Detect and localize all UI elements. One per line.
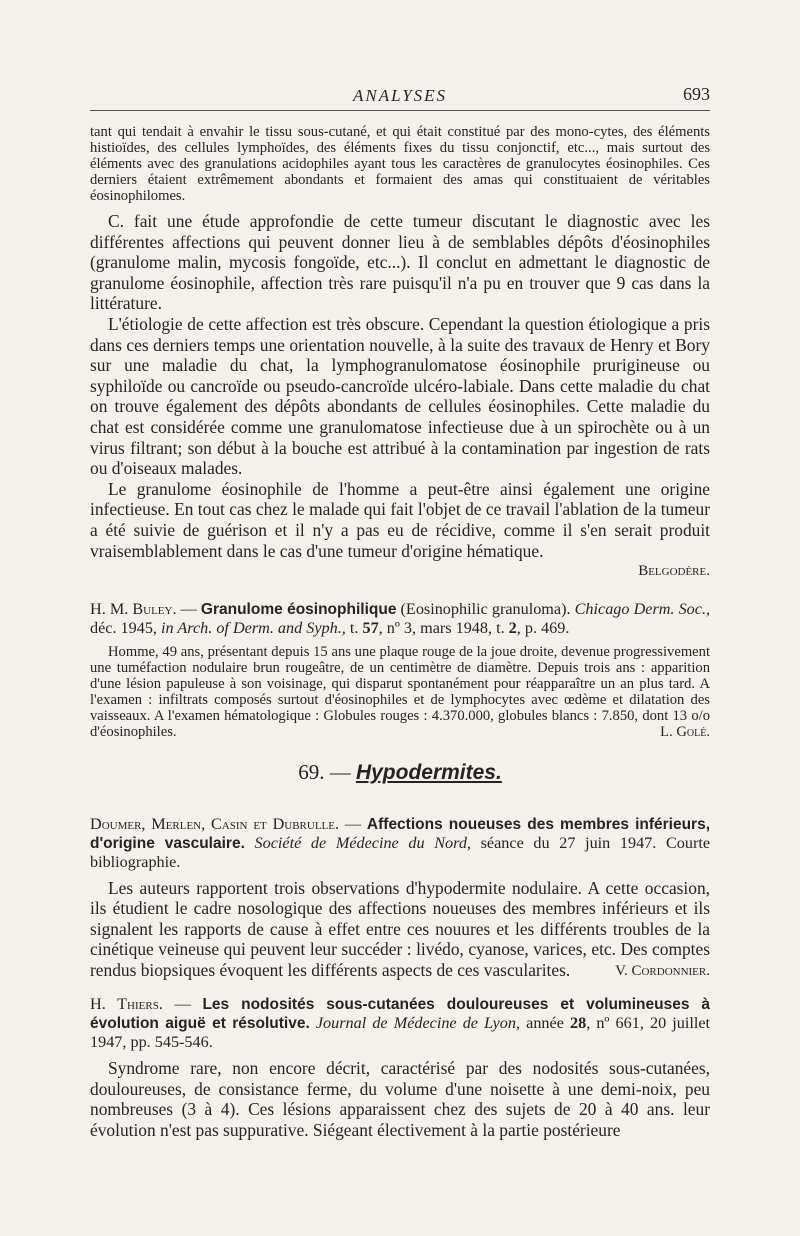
article2-ref-a: (Eosinophilic granuloma). [400, 599, 571, 618]
article3-authors: Doumer, Merlen, Casin et Dubrulle. [90, 814, 340, 833]
article2-author: H. M. Buley. [90, 599, 177, 618]
article1-paragraph-3: L'étiologie de cette affection est très obscure. Cependant la question étiologique a pris dans ces derniers temps une orientation nouvelle, à la suite des travaux de Henry et Bory sur une maladie du chat, la lymphogranulomatose éosinophile prurigineuse ou syphiloïde ou cancroïde ou pseudo-cancroïde ulcéro-labiale. Dans cette maladie du chat on trouve également des dépôts abondants de cellules éosinophiles. Cette maladie du chat est considérée comme une granulomatose infectieuse due à un spirochète ou à un virus filtrant; son début à la bouche est attribué à la contamination par ingestion de rats ou d'oiseaux malades. [90, 313, 710, 479]
article4-journal: Journal de Médecine de Lyon, [315, 1014, 521, 1033]
article2-ref-b: déc. 1945, [90, 618, 157, 637]
article2-volume-1: 57 [362, 618, 379, 637]
article2-volume-2: 2 [508, 618, 517, 637]
article2-reference [90, 600, 710, 638]
section-dash: — [329, 759, 351, 784]
running-title: ANALYSES [352, 86, 448, 105]
article2-ref-d: , nº 3, mars 1948, t. [378, 618, 505, 637]
article1-paragraph-1: tant qui tendait à envahir le tissu sous-cutané, et qui était constitué par des mono-cytes, des éléments histioïdes, des cellules lymphoïdes, des éléments fixes du tissu conjonctif, etc..., mais surtout des éléments avec des granulations acidophiles ayant tous les caractères de granulocytes éosinophiles. Ces derniers étaient extrêmement abondants et formaient des amas qui constituaient de véritables éosinophilomes. [90, 124, 710, 204]
section-title: Hypodermites. [355, 760, 502, 784]
article3-reference [90, 815, 710, 872]
article2-signature: L. Golé. [660, 723, 710, 740]
article1-signature: Belgodère. [638, 563, 710, 580]
article4-author: H. Thiers. [90, 995, 163, 1014]
article4-ref-a: année [526, 1014, 564, 1033]
article4-title: Les nodosités sous-cutanées douloureuses et volumineuses à évolution aiguë et résolutive. [90, 996, 711, 1033]
article2-journal: Chicago Derm. Soc., [574, 599, 711, 618]
article4-dash: — [174, 995, 191, 1014]
page-content [90, 124, 710, 1141]
article2-body: Homme, 49 ans, présentant depuis 15 ans une plaque rouge de la joue droite, devenue progressivement une tuméfaction nodulaire brun rougeâtre, de un centimètre de diamètre. Depuis trois ans : apparition d'une lésion papuleuse à son voisinage, qui disparut spontanément pour réapparaître un an plus tard. A l'examen : infiltrats composés surtout d'éosinophiles et de lymphocytes avec œdème et dilatation des vaisseaux. A l'examen hématologique : Globules rouges : 4.370.000, globules blancs : 7.850, dont 13 o/o d'éosinophiles. [90, 643, 710, 740]
section-heading [90, 760, 710, 785]
article2-dash: — [180, 599, 197, 618]
article3-ref: séance du 27 juin 1947. Courte bibliographie. [90, 833, 711, 871]
article1-paragraph-4: Le granulome éosinophile de l'homme a peut-être ainsi également une origine infectieuse. En tout cas chez le malade qui fait l'objet de ce travail l'ablation de la tumeur a été suivie de guérison et il n'y a pas eu de récidive, comme il s'en serait produit vraisemblablement dans le cas d'une tumeur d'origine hématique. [90, 478, 710, 561]
article3-title: Affections noueuses des membres inférieurs, d'origine vasculaire. [90, 815, 711, 852]
article3-dash: — [344, 814, 362, 833]
page-number: 693 [683, 84, 710, 104]
article4-body: Syndrome rare, non encore décrit, caractérisé par des nodosités sous-cutanées, douloureuses, de consistance ferme, du volume d'une noisette à une demi-noix, peu nombreuses (3 à 4). Ces lésions apparaissent chez des sujets de 20 à 40 ans. leur évolution n'est pas suppurative. Siégeant électivement à la partie postérieure [90, 1058, 710, 1141]
article4-ref-b: , nº 661, 20 juillet 1947, pp. 545-546. [90, 1014, 711, 1052]
article3-body: Les auteurs rapportent trois observations d'hypodermite nodulaire. A cette occasion, ils étudient le cadre nosologique des affections noueuses des membres inférieurs et ils signalent les rapports de cause à effet entre ces nouures et les différents troubles de la cinétique veineuse qui peuvent leur succéder : livédo, cyanose, varices, etc. Des comptes rendus biopsiques évoquent les différents aspects de ces vascularites. [90, 877, 710, 981]
page-header [90, 86, 710, 111]
article4-reference [90, 995, 710, 1052]
article2-title: Granulome éosinophilique [200, 600, 397, 618]
section-number: 69. [298, 759, 325, 784]
article3-journal: Société de Médecine du Nord, [254, 833, 471, 852]
article3-signature: V. Cordonnier. [615, 962, 710, 979]
article2-ref-e: , p. 469. [516, 618, 570, 637]
article2-ref-in: in Arch. of Derm. and Syph., [161, 618, 346, 637]
article2-ref-c: t. [349, 618, 359, 637]
article1-paragraph-2: C. fait une étude approfondie de cette tumeur discutant le diagnostic avec les différentes affections qui peuvent donner lieu à de semblables dépôts d'éosinophiles (granulome malin, mycosis fongoïde, etc...). Il conclut en admettant le diagnostic de granulome éosinophile, affection très rare puisqu'il n'a pu en trouver que 9 cas dans la littérature. [90, 211, 710, 314]
article4-volume: 28 [570, 1014, 587, 1033]
